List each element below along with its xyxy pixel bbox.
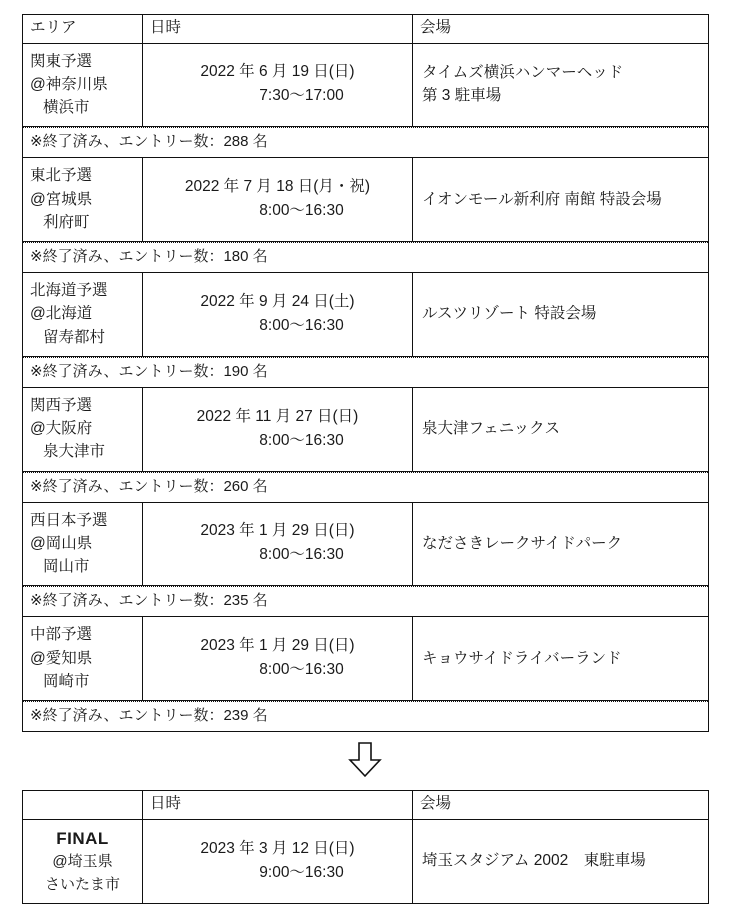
- column-header-venue: 会場: [413, 15, 709, 44]
- cell-area: [23, 273, 143, 357]
- cell-area: [23, 43, 143, 127]
- cell-datetime: [143, 617, 413, 701]
- area-line-3: 利府町: [43, 213, 90, 231]
- venue-line-1: 泉大津フェニックス: [422, 420, 560, 438]
- area-line-3: 留寿都村: [43, 328, 106, 346]
- date-line: 2023 年 3 月 12 日(日): [200, 839, 355, 857]
- table-row: [23, 43, 709, 127]
- table-row: [23, 502, 709, 586]
- entry-count-note: ※終了済み、エントリー数：190 名: [23, 357, 708, 387]
- venue-line-1: ルスツリゾート 特設会場: [422, 305, 597, 323]
- venue-line-2: 第 3 駐車場: [422, 87, 502, 105]
- cell-venue: [413, 617, 709, 701]
- column-header-datetime: 日時: [143, 791, 413, 820]
- cell-note: [23, 127, 709, 158]
- final-schedule-table: [22, 790, 709, 904]
- area-line-1: 西日本予選: [30, 511, 108, 529]
- table-row: [23, 273, 709, 357]
- cell-area: [23, 158, 143, 242]
- cell-datetime: [143, 273, 413, 357]
- area-line-3: 岡崎市: [43, 672, 90, 690]
- entry-count-note: ※終了済み、エントリー数：180 名: [23, 242, 708, 272]
- table-note-row: [23, 586, 709, 617]
- area-line-2: @神奈川県: [30, 75, 108, 93]
- time-line: 8:00〜16:30: [259, 431, 344, 449]
- cell-area: [23, 502, 143, 586]
- area-line-3: 岡山市: [43, 558, 90, 576]
- table-row: [23, 819, 709, 904]
- date-line: 2023 年 1 月 29 日(日): [200, 522, 355, 540]
- cell-datetime: [143, 387, 413, 471]
- date-line: 2022 年 11 月 27 日(日): [196, 407, 359, 425]
- column-header-area: エリア: [23, 15, 143, 44]
- time-line: 8:00〜16:30: [259, 661, 344, 679]
- table-note-row: [23, 471, 709, 502]
- date-line: 2022 年 6 月 19 日(日): [200, 63, 355, 81]
- entry-count-note: ※終了済み、エントリー数：288 名: [23, 127, 708, 157]
- time-line: 8:00〜16:30: [259, 316, 344, 334]
- entry-count-note: ※終了済み、エントリー数：260 名: [23, 472, 708, 502]
- cell-venue: [413, 502, 709, 586]
- area-line-2: @宮城県: [30, 190, 93, 208]
- date-line: 2022 年 9 月 24 日(土): [200, 292, 355, 310]
- area-line-3: 泉大津市: [43, 443, 106, 461]
- cell-note: [23, 586, 709, 617]
- cell-datetime: [143, 43, 413, 127]
- table-header-row: [23, 791, 709, 820]
- time-line: 8:00〜16:30: [259, 546, 344, 564]
- area-line-1: 関東予選: [30, 52, 93, 70]
- column-header-venue: 会場: [413, 791, 709, 820]
- venue-line-1: タイムズ横浜ハンマーヘッド: [422, 64, 624, 82]
- column-header-blank: [23, 791, 143, 820]
- cell-note: [23, 242, 709, 273]
- area-line-1: 中部予選: [30, 626, 93, 644]
- final-label: FINAL: [56, 828, 109, 848]
- entry-count-note: ※終了済み、エントリー数：235 名: [23, 586, 708, 616]
- venue-line-1: キョウサイドライバーランド: [422, 649, 622, 667]
- cell-venue: [413, 273, 709, 357]
- cell-venue: [413, 387, 709, 471]
- area-line-2: @北海道: [30, 305, 93, 323]
- cell-area: [23, 819, 143, 904]
- table-note-row: [23, 356, 709, 387]
- table-note-row: [23, 242, 709, 273]
- down-arrow-icon: [348, 742, 382, 778]
- area-line-1: 北海道予選: [30, 282, 108, 300]
- cell-venue: [413, 43, 709, 127]
- cell-venue: [413, 819, 709, 904]
- qualifier-schedule-table: [22, 14, 709, 732]
- time-line: 8:00〜16:30: [259, 202, 344, 220]
- cell-area: [23, 617, 143, 701]
- venue-line-1: なださきレークサイドパーク: [422, 534, 623, 552]
- cell-datetime: [143, 158, 413, 242]
- cell-area: [23, 387, 143, 471]
- area-line-2: @大阪府: [30, 420, 93, 438]
- table-row: [23, 617, 709, 701]
- entry-count-note: ※終了済み、エントリー数：239 名: [23, 701, 708, 731]
- cell-venue: [413, 158, 709, 242]
- table-note-row: [23, 127, 709, 158]
- time-line: 9:00〜16:30: [259, 863, 344, 881]
- cell-note: [23, 356, 709, 387]
- cell-note: [23, 471, 709, 502]
- venue-line-1: 埼玉スタジアム 2002 東駐車場: [422, 852, 646, 870]
- area-line-1: 東北予選: [30, 167, 93, 185]
- area-line-2: @埼玉県: [52, 853, 113, 871]
- cell-datetime: [143, 502, 413, 586]
- cell-datetime: [143, 819, 413, 904]
- cell-note: [23, 701, 709, 732]
- date-line: 2022 年 7 月 18 日(月・祝): [184, 178, 371, 196]
- table-note-row: [23, 701, 709, 732]
- area-line-3: 横浜市: [43, 99, 90, 117]
- time-line: 7:30〜17:00: [259, 87, 344, 105]
- area-line-1: 関西予選: [30, 396, 93, 414]
- table-row: [23, 158, 709, 242]
- venue-line-1: イオンモール新利府 南館 特設会場: [422, 190, 662, 208]
- area-line-3: さいたま市: [44, 875, 120, 893]
- table-header-row: [23, 15, 709, 44]
- column-header-datetime: 日時: [143, 15, 413, 44]
- table-row: [23, 387, 709, 471]
- progression-arrow: [22, 742, 708, 782]
- date-line: 2023 年 1 月 29 日(日): [200, 637, 355, 655]
- area-line-2: @愛知県: [30, 649, 93, 667]
- area-line-2: @岡山県: [30, 534, 93, 552]
